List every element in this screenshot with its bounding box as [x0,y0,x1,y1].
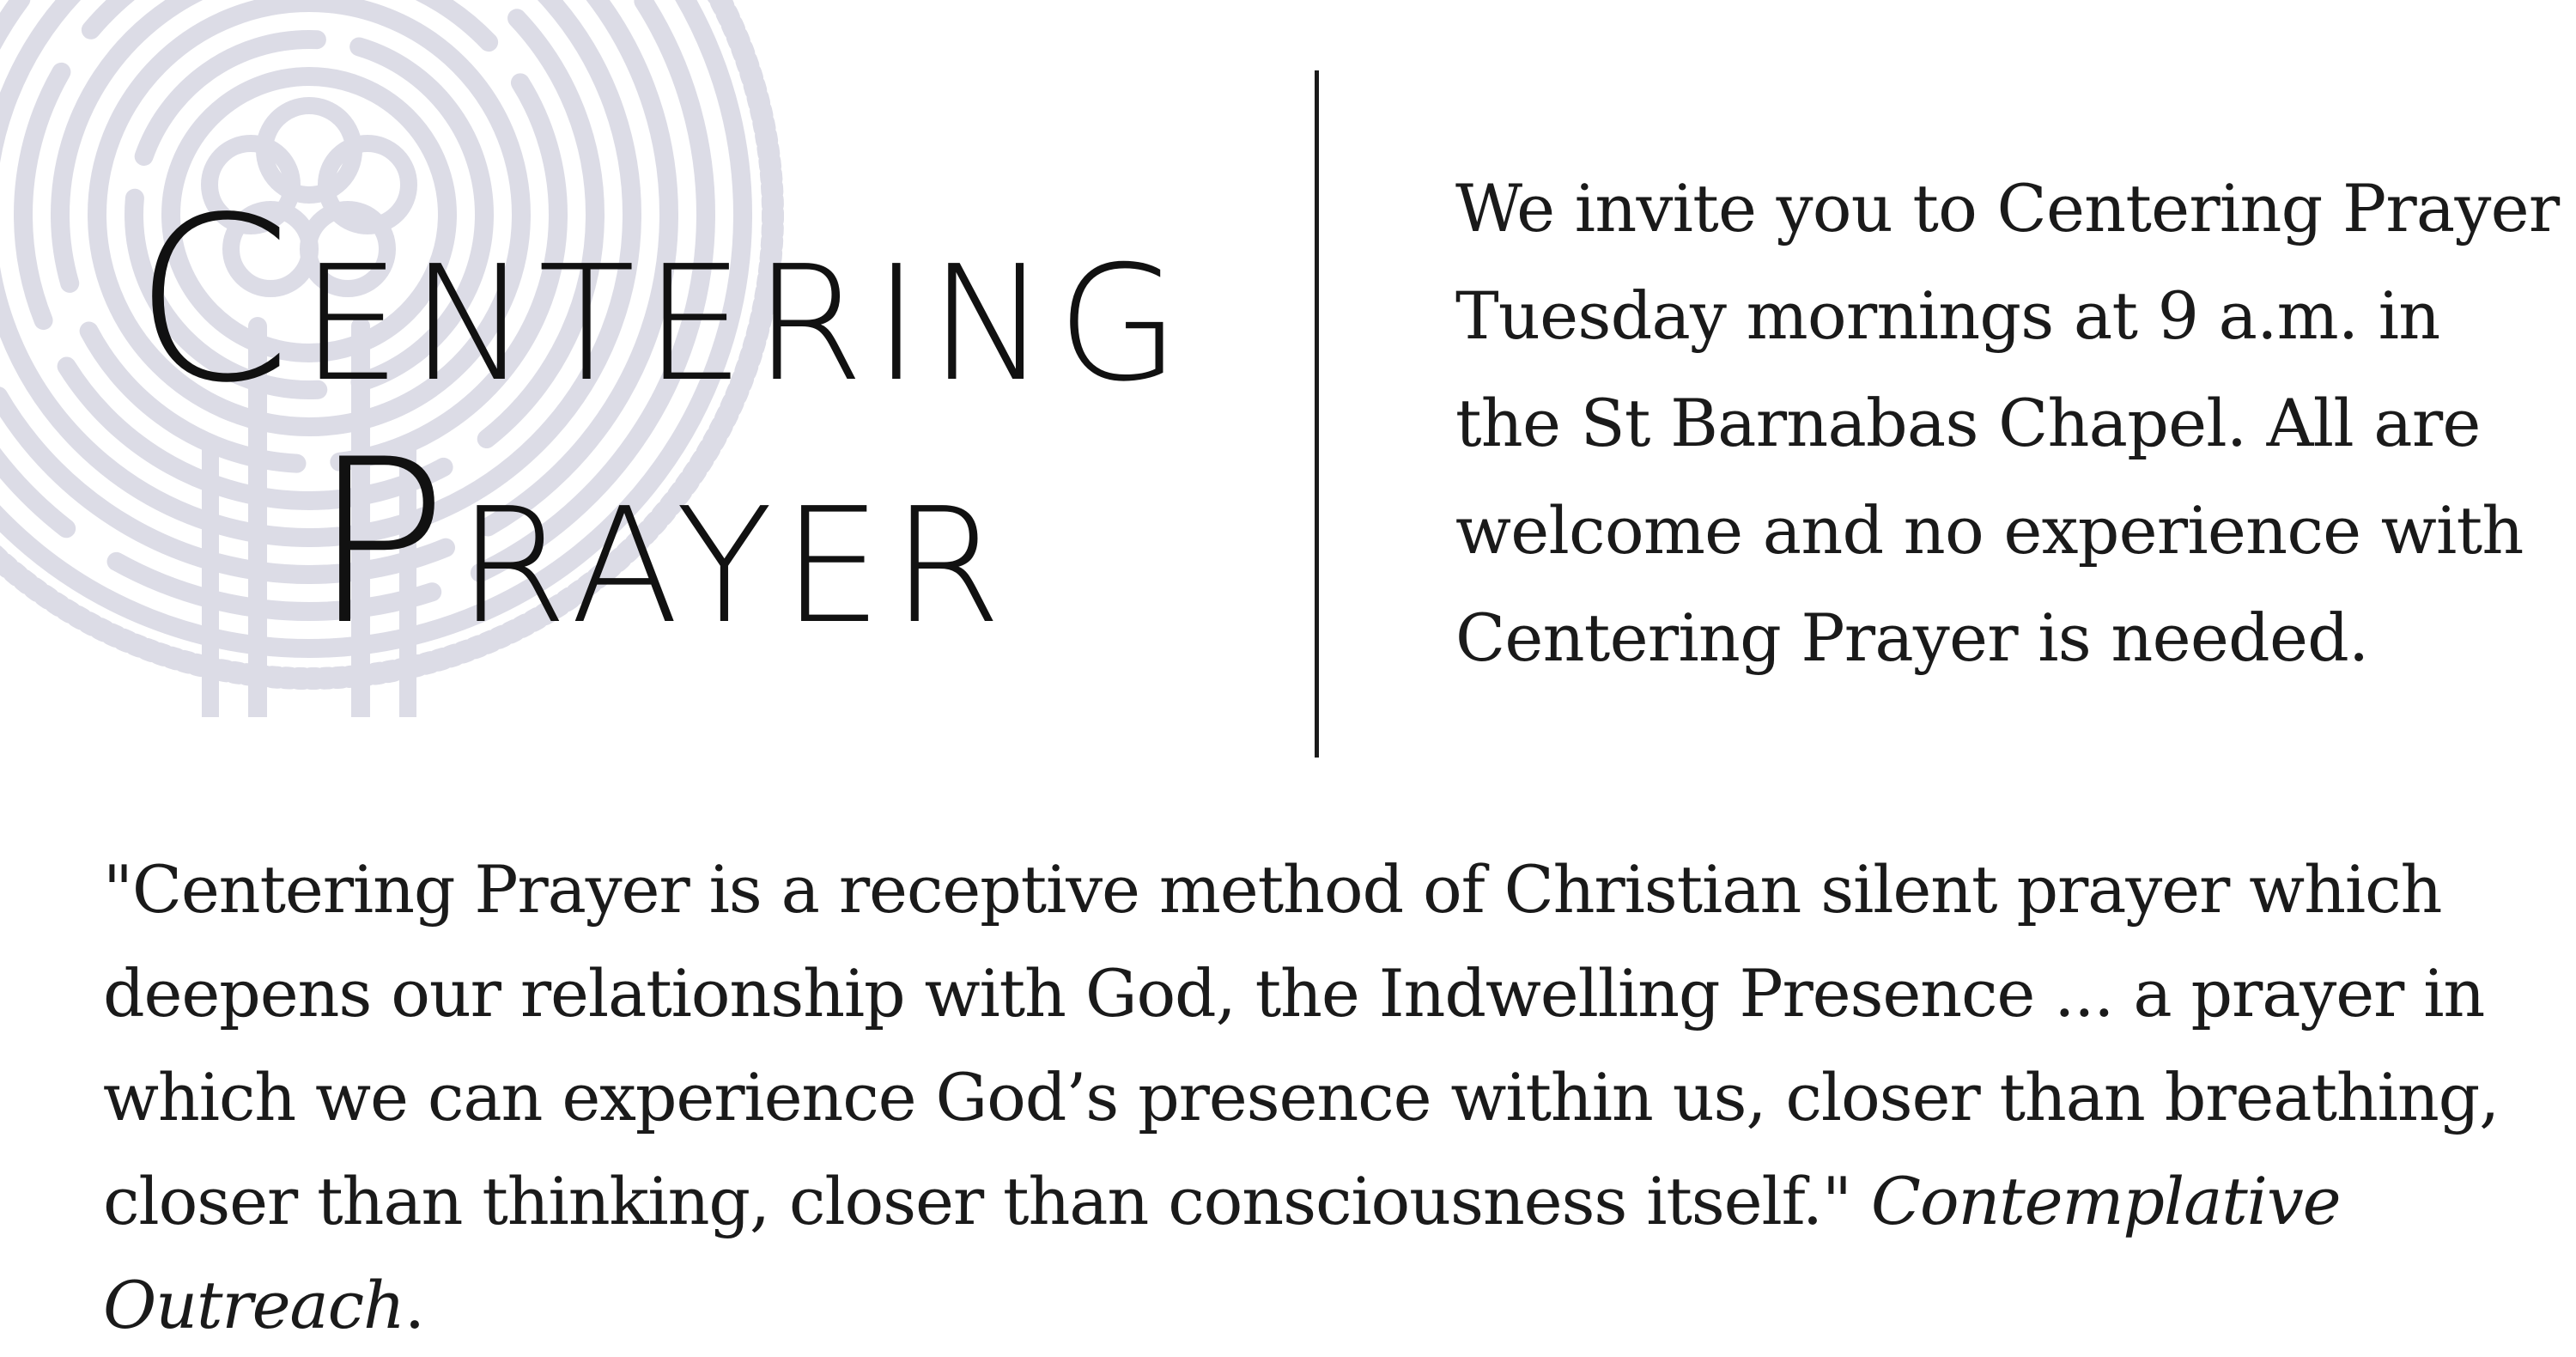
invitation-text: We invite you to Centering Prayer Tuesday mornings at 9 a.m. in the St Barnabas Chapel. All are welcome and no experience with Centering Prayer is needed. [1455,170,2560,676]
quote-source: Contemplative Outreach [103,1163,2341,1343]
title-line-2: Prayer [311,411,1012,675]
title-line-1: Centering [133,169,1189,433]
quote-end-punct: . [404,1267,424,1343]
quote-text: "Centering Prayer is a receptive method of Christian silent prayer which deepens our relationship with God, the Indwelling Presence ... a prayer in which we can experience God’s presence within us, closer than breathing, closer than thinking, closer than consciousness itself." [103,851,2500,1239]
page-title [69,169,1254,675]
quote-block [103,837,2507,1357]
vertical-divider [1315,70,1319,758]
